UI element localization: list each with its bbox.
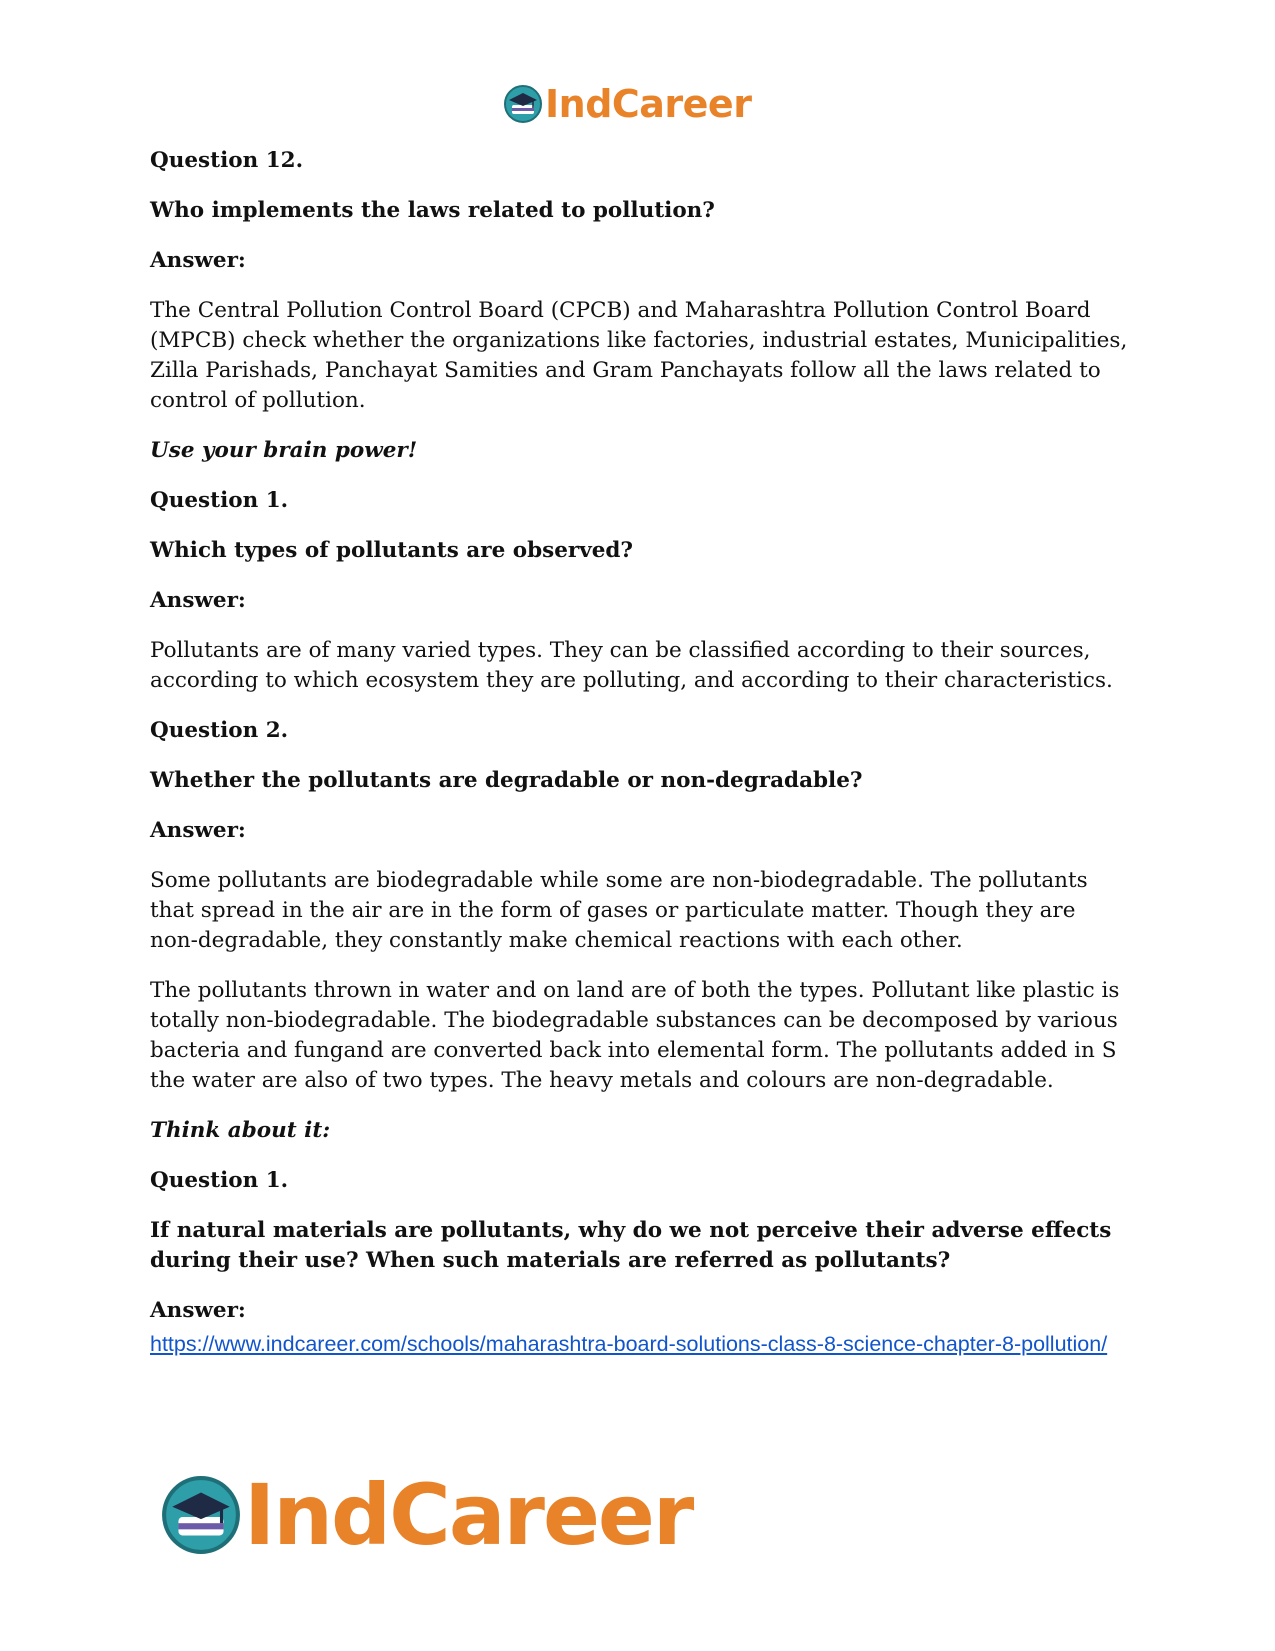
header-logo	[503, 80, 751, 128]
brain-question-2-answer-label: Answer:	[150, 818, 246, 843]
brain-question-2-answer-paragraph-1: Some pollutants are biodegradable while some are non-biodegradable. The pollutants that spread in the air are in the form of gases or particulate matter. Though they are non-degradable, they constantly make chemical reactions with each other.	[150, 868, 1088, 953]
graduation-cap-book-icon	[503, 84, 543, 124]
brain-question-2-answer-paragraph-2: The pollutants thrown in water and on land are of both the types. Pollutant like plastic is totally non-biodegradable. The biodegradable substances can be decomposed by various bacteria and fungand are converted back into elemental form. The pollutants added in S the water are also of two types. The heavy metals and colours are non-degradable.	[150, 978, 1120, 1093]
question-12-label: Question 12.	[150, 148, 304, 173]
source-link[interactable]: https://www.indcareer.com/schools/maharashtra-board-solutions-class-8-science-chapter-8-pollution/	[150, 1332, 1108, 1356]
brain-question-1-label: Question 1.	[150, 488, 289, 513]
question-12-text: Who implements the laws related to pollution?	[150, 198, 715, 223]
question-12-answer: The Central Pollution Control Board (CPCB) and Maharashtra Pollution Control Board (MPCB) check whether the organizations like factories, industrial estates, Municipalities, Zilla Parishads, Panchayat Samities and Gram Panchayats follow all the laws related to control of pollution.	[150, 298, 1128, 413]
document-content	[150, 146, 1130, 1362]
think-question-1-answer-label: Answer:	[150, 1298, 246, 1323]
think-question-1-label: Question 1.	[150, 1168, 289, 1193]
brain-question-1-text: Which types of pollutants are observed?	[150, 538, 634, 563]
header-logo-text: IndCareer	[545, 82, 752, 126]
think-question-1-text: If natural materials are pollutants, why do we not perceive their adverse effects during their use? When such materials are referred as pollutants?	[150, 1218, 1112, 1273]
brain-question-2-label: Question 2.	[150, 718, 289, 743]
brain-question-1-answer: Pollutants are of many varied types. They can be classified according to their sources, according to which ecosystem they are polluting, and according to their characteristics.	[150, 638, 1113, 693]
brain-question-1-answer-label: Answer:	[150, 588, 246, 613]
question-12-answer-label: Answer:	[150, 248, 246, 273]
footer-logo-text: IndCareer	[244, 1466, 693, 1564]
footer-logo	[160, 1466, 693, 1564]
section-heading-think-about-it: Think about it:	[150, 1118, 331, 1143]
brain-question-2-text: Whether the pollutants are degradable or non-degradable?	[150, 768, 863, 793]
graduation-cap-book-icon	[160, 1474, 242, 1556]
section-heading-brain-power: Use your brain power!	[150, 438, 418, 463]
